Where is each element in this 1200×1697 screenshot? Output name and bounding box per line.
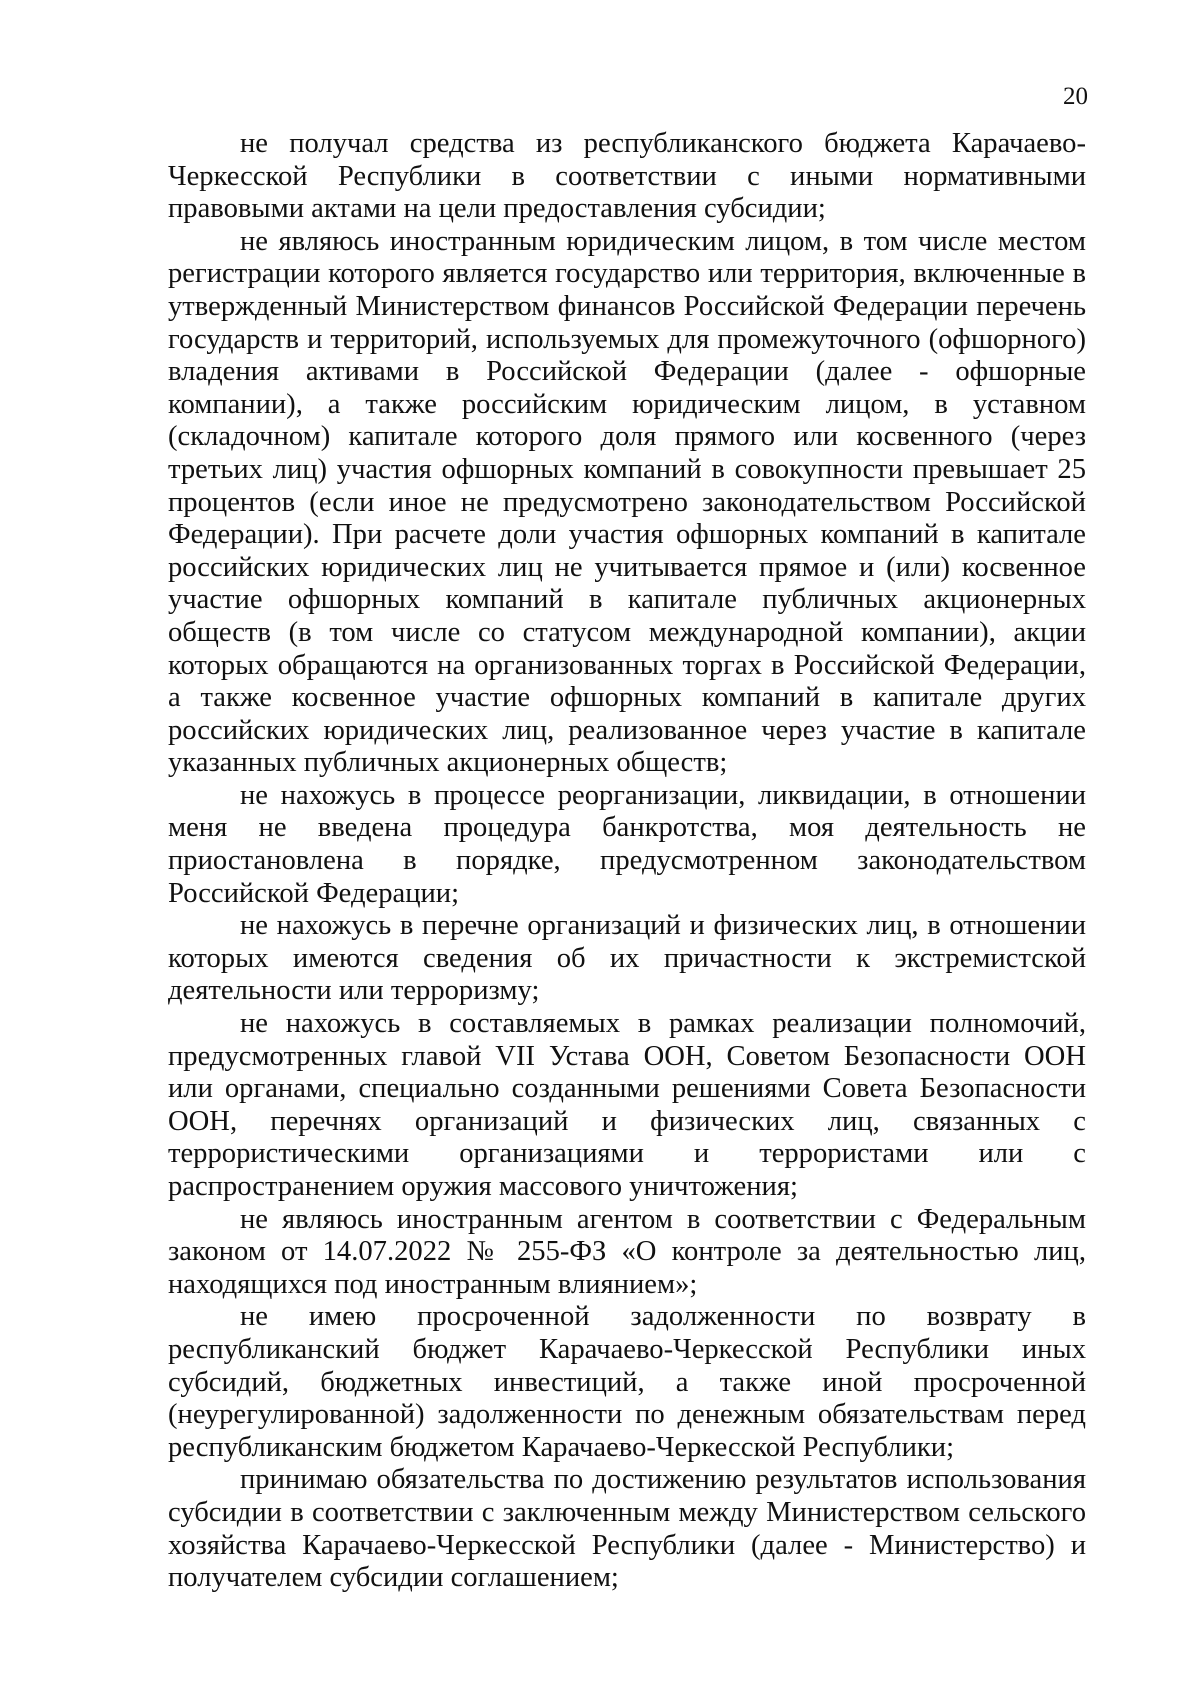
document-body (168, 128, 1086, 1595)
page-number: 20 (1063, 83, 1088, 110)
paragraph-no-funds: не получал средства из республиканского бюджета Карачаево-Черкесской Республики в соответствии с иными нормативными правовыми актами на цели предоставления субсидии; (168, 128, 1086, 225)
paragraph-obligations: принимаю обязательства по достижению результатов использования субсидии в соответствии с заключенным между Министерством сельского хозяйства Карачаево-Черкесской Республики (далее - Министерство) и получателем субсидии соглашением; (168, 1464, 1086, 1594)
paragraph-not-foreign-agent: не являюсь иностранным агентом в соответствии с Федеральным законом от 14.07.2022 № 255-ФЗ «О контроле за деятельностью лиц, находящихся под иностранным влиянием»; (168, 1203, 1086, 1300)
paragraph-not-un-list: не нахожусь в составляемых в рамках реализации полномочий, предусмотренных главой VII Устава ООН, Советом Безопасности ООН или органами, специально созданными решениями Совета Безопасности ООН, перечнях организаций и физических лиц, связанных с террористическими организациями и террористами или с распространением оружия массового уничтожения; (168, 1008, 1086, 1202)
paragraph-not-extremist-list: не нахожусь в перечне организаций и физических лиц, в отношении которых имеются сведения об их причастности к экстремистской деятельности или терроризму; (168, 910, 1086, 1007)
paragraph-not-foreign-entity: не являюсь иностранным юридическим лицом, в том числе местом регистрации которого является государство или территория, включенные в утвержденный Министерством финансов Российской Федерации перечень государств и территорий, используемых для промежуточного (офшорного) владения активами в Российской Федерации (далее - офшорные компании), а также российским юридическим лицом, в уставном (складочном) капитале которого доля прямого или косвенного (через третьих лиц) участия офшорных компаний в совокупности превышает 25 процентов (если иное не предусмотрено законодательством Российской Федерации). При расчете доли участия офшорных компаний в капитале российских юридических лиц не учитывается прямое и (или) косвенное участие офшорных компаний в капитале публичных акционерных обществ (в том числе со статусом международной компании), акции которых обращаются на организованных торгах в Российской Федерации, а также косвенное участие офшорных компаний в капитале других российских юридических лиц, реализованное через участие в капитале указанных публичных акционерных обществ; (168, 225, 1086, 779)
paragraph-not-in-reorganization: не нахожусь в процессе реорганизации, ликвидации, в отношении меня не введена процедура банкротства, моя деятельность не приостановлена в порядке, предусмотренном законодательством Российской Федерации; (168, 779, 1086, 909)
paragraph-no-overdue-debt: не имею просроченной задолженности по возврату в республиканский бюджет Карачаево-Черкесской Республики иных субсидий, бюджетных инвестиций, а также иной просроченной (неурегулированной) задолженности по денежным обязательствам перед республиканским бюджетом Карачаево-Черкесской Республики; (168, 1301, 1086, 1463)
